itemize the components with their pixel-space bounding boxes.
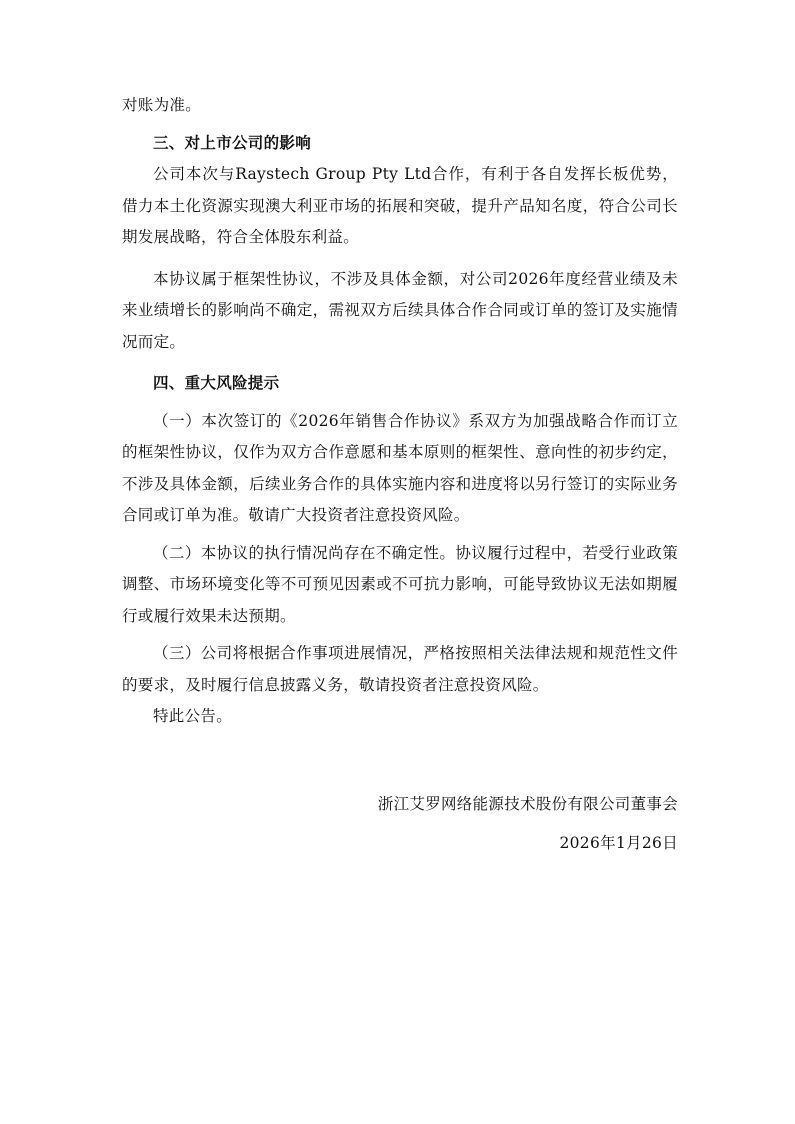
closing-statement: 特此公告。: [153, 707, 233, 725]
signature-company: 浙江艾罗网络能源技术股份有限公司董事会: [377, 794, 678, 813]
impact-paragraph-2: 本协议属于框架性协议，不涉及具体金额，对公司2026年度经营业绩及未来业绩增长的影响尚不确定，需视双方后续具体合作合同或订单的签订及实施情况而定。: [122, 269, 678, 351]
signature-date: 2026年1月26日: [559, 834, 678, 852]
risk-item-1: （一）本次签订的《2026年销售合作协议》系双方为加强战略合作而订立的框架性协议，仅作为双方合作意愿和基本原则的框架性、意向性的初步约定，不涉及具体金额，后续业务合作的具体实施内容和进度将以另行签订的实际业务合同或订单为准。敬请广大投资者注意投资风险。: [122, 411, 678, 524]
impact-paragraph-1: 公司本次与Raystech Group Pty Ltd合作，有利于各自发挥长板优势，借力本土化资源实现澳大利亚市场的拓展和突破，提升产品知名度，符合公司长期发展战略，符合全体股东利益。: [122, 165, 678, 246]
section-heading-risk: 四、重大风险提示: [153, 374, 280, 392]
document-body: [122, 90, 678, 860]
continued-paragraph: 对账为准。: [122, 96, 202, 114]
risk-item-2: （二）本协议的执行情况尚存在不确定性。协议履行过程中，若受行业政策调整、市场环境变化等不可预见因素或不可抗力影响，可能导致协议无法如期履行或履行效果未达预期。: [122, 543, 678, 625]
risk-item-3: （三）公司将根据合作事项进展情况，严格按照相关法律法规和规范性文件的要求，及时履行信息披露义务，敬请投资者注意投资风险。: [122, 644, 678, 694]
section-heading-impact: 三、对上市公司的影响: [153, 133, 312, 152]
